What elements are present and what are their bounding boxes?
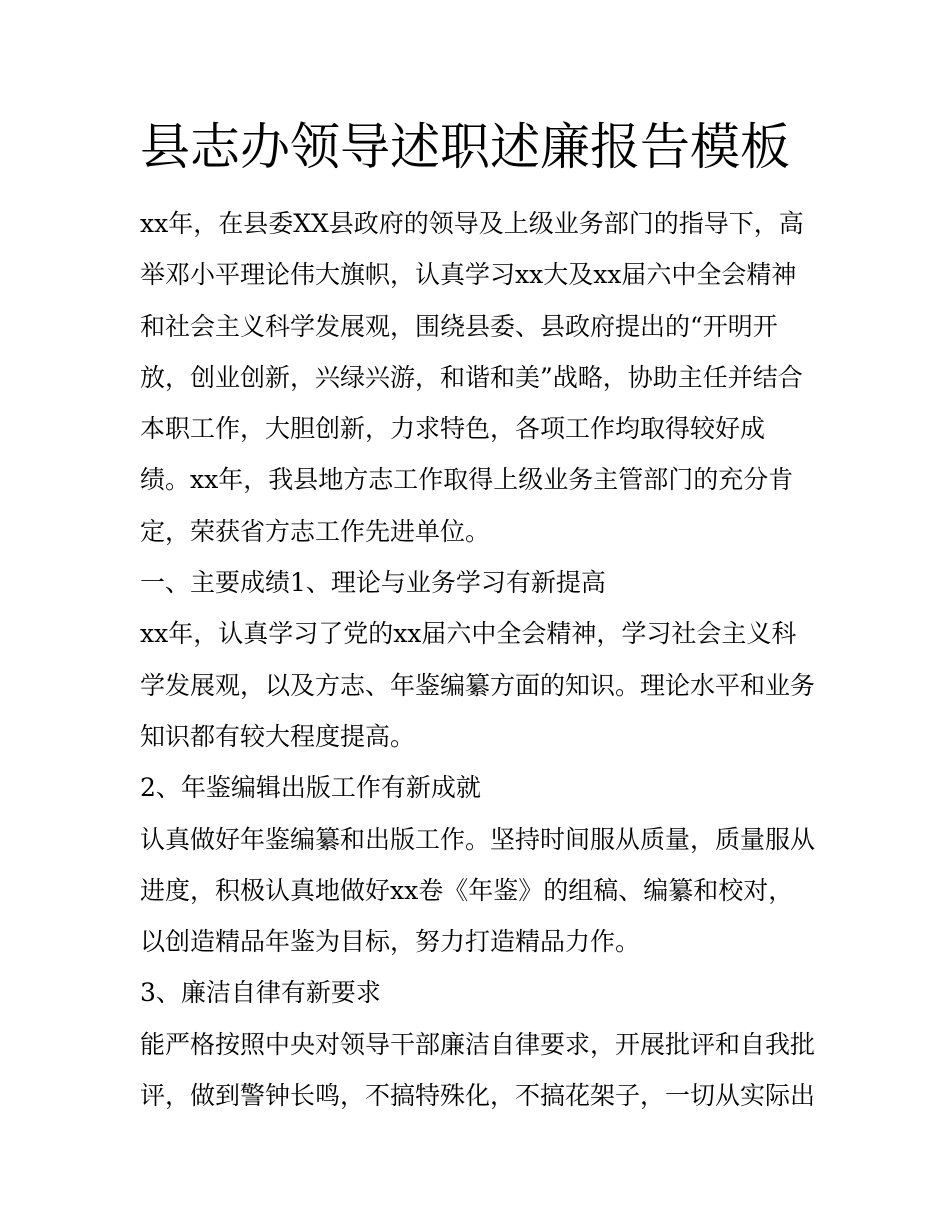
text-line: 进度，积极认真地做好xx卷《年鉴》的组稿、编纂和校对，	[140, 875, 794, 905]
text-line: 举邓小平理论伟大旗帜，认真学习xx大及xx届六中全会精神	[140, 260, 797, 290]
section-heading: 一、主要成绩1、理论与业务学习有新提高	[140, 568, 606, 598]
text-line: 放，创业创新，兴绿兴游，和谐和美”战略，协助主任并结合	[140, 362, 803, 392]
document-title: 县志办领导述职述廉报告模板	[140, 118, 790, 176]
text-line: xx年，在县委XX县政府的领导及上级业务部门的指导下，高	[140, 209, 804, 238]
text-line: xx年，认真学习了党的xx届六中全会精神，学习社会主义科	[140, 619, 797, 649]
text-line: 以创造精品年鉴为目标，努力打造精品力作。	[140, 927, 641, 957]
text-line: 能严格按照中央对领导干部廉洁自律要求，开展批评和自我批	[140, 1029, 816, 1059]
section-heading: 2、年鉴编辑出版工作有新成就	[140, 773, 481, 803]
text-line: 定，荣获省方志工作先进单位。	[140, 516, 491, 546]
text-line: 认真做好年鉴编纂和出版工作。坚持时间服从质量，质量服从	[140, 824, 816, 854]
text-line: 本职工作，大胆创新，力求特色，各项工作均取得较好成	[140, 414, 766, 444]
section-heading: 3、廉洁自律有新要求	[140, 978, 381, 1008]
text-line: 和社会主义科学发展观，围绕县委、县政府提出的“开明开	[140, 311, 778, 341]
text-line: 学发展观，以及方志、年鉴编纂方面的知识。理论水平和业务	[140, 670, 816, 700]
document-body	[140, 198, 820, 1121]
text-line: 评，做到警钟长鸣，不搞特殊化，不搞花架子，一切从实际出	[140, 1081, 816, 1111]
text-line: 绩。xx年，我县地方志工作取得上级业务主管部门的充分肯	[140, 465, 794, 495]
text-line: 知识都有较大程度提高。	[140, 721, 416, 751]
